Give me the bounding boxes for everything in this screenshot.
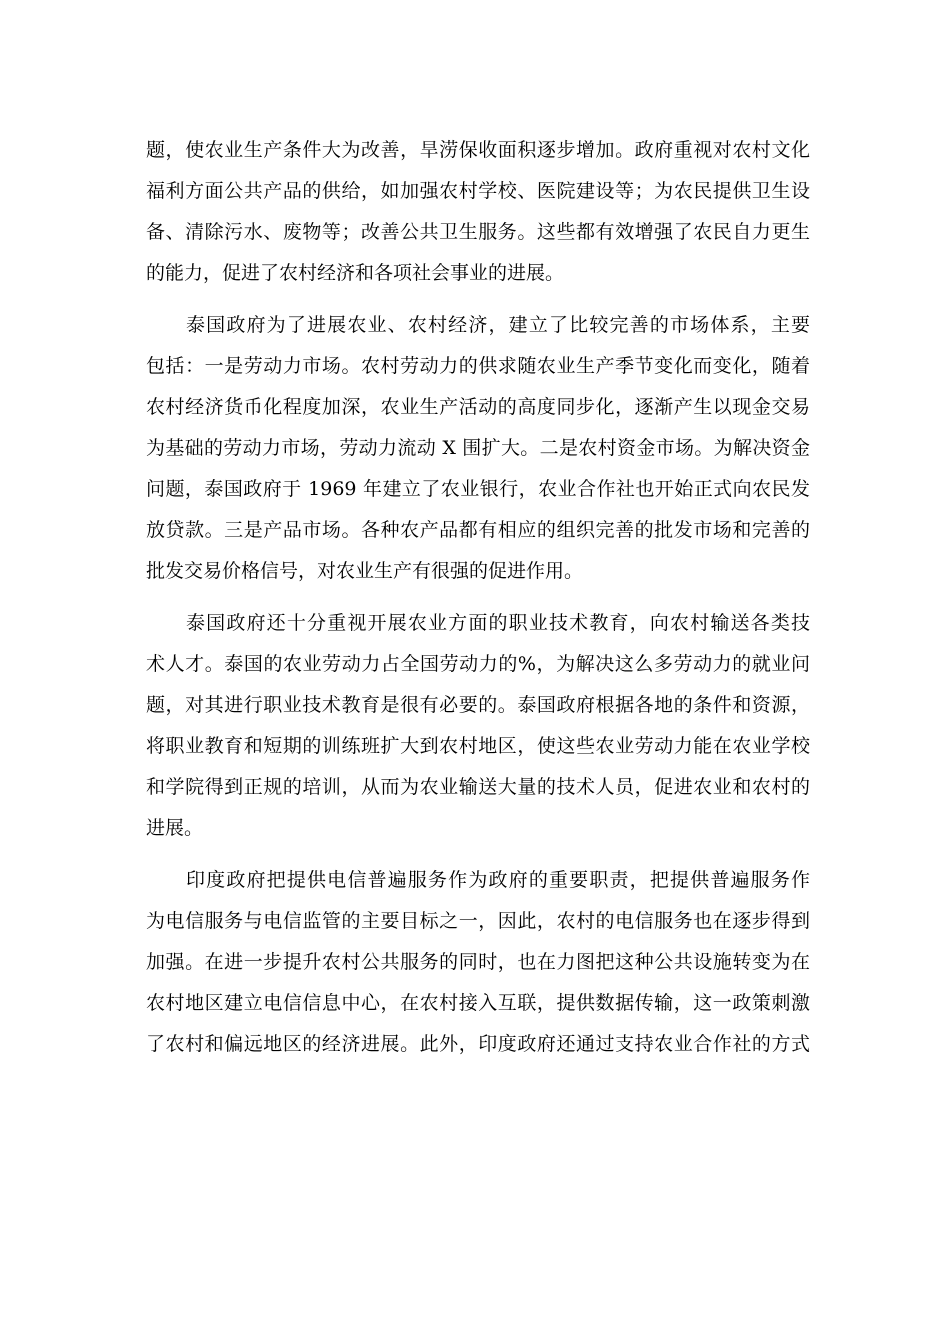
paragraph-4 bbox=[146, 860, 810, 1065]
text-line: 为电信服务与电信监管的主要目标之一，因此，农村的电信服务也在逐步得到 bbox=[146, 910, 810, 932]
text-line: 福利方面公共产品的供给，如加强农村学校、医院建设等；为农民提供卫生设 bbox=[146, 180, 810, 202]
document-body bbox=[146, 130, 810, 1065]
text-line: 批发交易价格信号，对农业生产有很强的促进作用。 bbox=[146, 560, 584, 582]
text-line: 了农村和偏远地区的经济进展。此外，印度政府还通过支持农业合作社的方式 bbox=[146, 1033, 810, 1055]
text-line: 备、清除污水、废物等；改善公共卫生服务。这些都有效增强了农民自力更生 bbox=[146, 221, 810, 243]
text-line: 将职业教育和短期的训练班扩大到农村地区，使这些农业劳动力能在农业学校 bbox=[146, 735, 810, 757]
text-line: 农村地区建立电信信息中心，在农村接入互联，提供数据传输，这一政策刺激 bbox=[146, 992, 810, 1014]
text-line: 农村经济货币化程度加深，农业生产活动的高度同步化，逐渐产生以现金交易 bbox=[146, 396, 810, 418]
text-line: 进展。 bbox=[146, 817, 204, 839]
text-line: 的能力，促进了农村经济和各项社会事业的进展。 bbox=[146, 262, 565, 284]
text-line: 题，使农业生产条件大为改善，旱涝保收面积逐步增加。政府重视对农村文化 bbox=[146, 139, 810, 161]
paragraph-1 bbox=[146, 130, 810, 294]
text-line: 为基础的劳动力市场，劳动力流动 X 围扩大。二是农村资金市场。为解决资金 bbox=[146, 437, 810, 459]
text-line: 印度政府把提供电信普遍服务作为政府的重要职责，把提供普遍服务作 bbox=[186, 869, 810, 891]
text-line: 问题，泰国政府于 1969 年建立了农业银行，农业合作社也开始正式向农民发 bbox=[146, 478, 810, 500]
text-line: 术人才。泰国的农业劳动力占全国劳动力的%，为解决这么多劳动力的就业问 bbox=[146, 653, 810, 675]
text-line: 题，对其进行职业技术教育是很有必要的。泰国政府根据各地的条件和资源， bbox=[146, 694, 810, 716]
text-line: 包括：一是劳动力市场。农村劳动力的供求随农业生产季节变化而变化，随着 bbox=[146, 355, 810, 377]
text-line: 泰国政府为了进展农业、农村经济，建立了比较完善的市场体系，主要 bbox=[186, 314, 810, 336]
text-line: 放贷款。三是产品市场。各种农产品都有相应的组织完善的批发市场和完善的 bbox=[146, 519, 810, 541]
paragraph-3 bbox=[146, 603, 810, 849]
text-line: 泰国政府还十分重视开展农业方面的职业技术教育，向农村输送各类技 bbox=[186, 612, 810, 634]
text-line: 和学院得到正规的培训，从而为农业输送大量的技术人员，促进农业和农村的 bbox=[146, 776, 810, 798]
paragraph-2 bbox=[146, 305, 810, 592]
text-line: 加强。在进一步提升农村公共服务的同时，也在力图把这种公共设施转变为在 bbox=[146, 951, 810, 973]
